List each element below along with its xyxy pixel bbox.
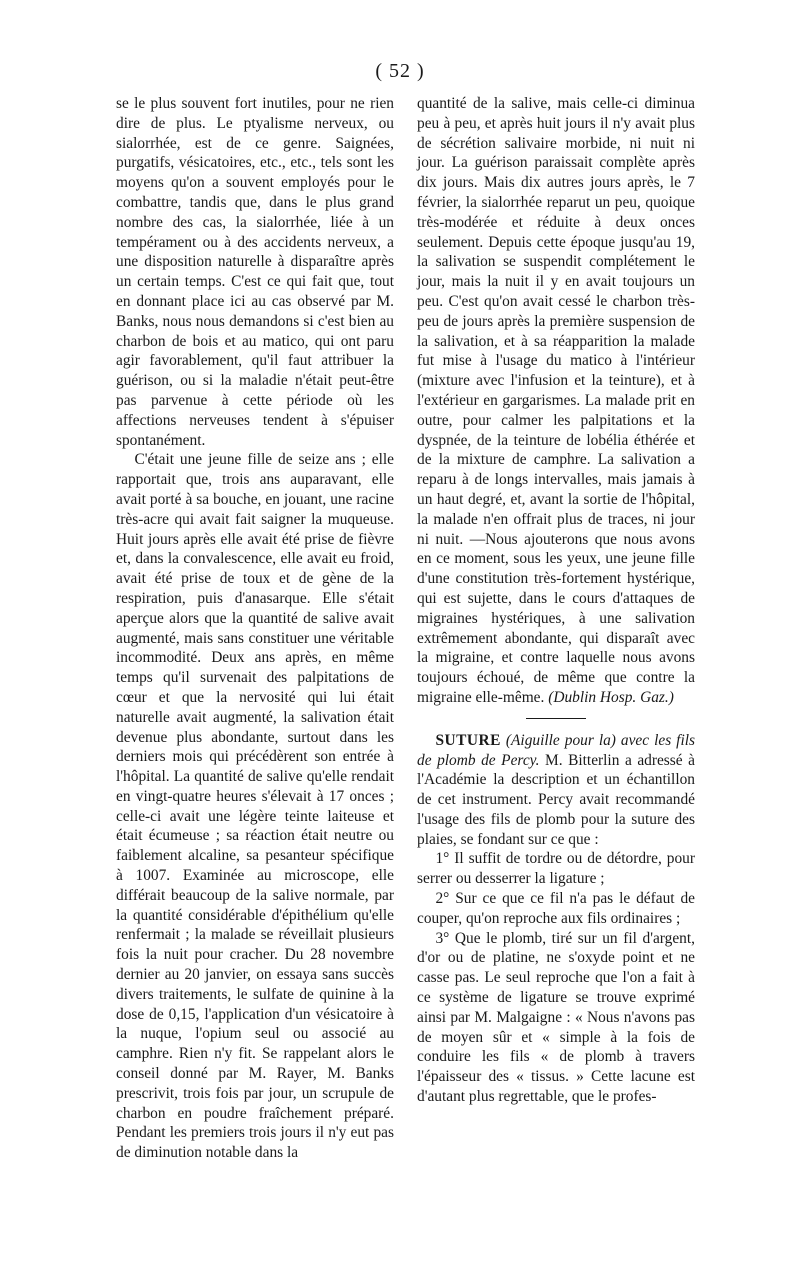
suture-intro: M. Bitterlin a adressé à l'Académie la description et un échantillon de cet instrument. Percy avait recommandé l'usage des fils de plomb pour la suture des plaies, se fondant sur ce que : [417, 751, 695, 848]
suture-title: (Aiguille pour la) avec les fils de plomb de Percy. [417, 731, 695, 769]
section-divider [526, 718, 586, 719]
page-number: ( 52 ) [375, 60, 425, 82]
suture-headword: SUTURE [435, 731, 501, 749]
left-column [116, 94, 394, 1163]
right-paragraph-continuation [417, 94, 695, 708]
continuation-text: quantité de la salive, mais celle-ci diminua peu à peu, et après huit jours il n'y avait plus de sécrétion salivaire morbide, ni nuit ni jour. La guérison paraissait complète après dix jours. Mais dix autres jours après, le 7 février, la sialorrhée reparut un peu, quoique très-modérée et réduite à deux onces seulement. Depuis cette époque jusqu'au 19, la salivation se suspendit complétement le jour, mais la nuit il y en avait toujours un peu. C'est qu'on avait cessé le charbon très-peu de jours après la première suspension de la salivation, et à sa réapparition la malade fut mise à l'usage du matico à l'intérieur (mixture avec l'infusion et la teinture), et à l'extérieur en gargarismes. La malade prit en outre, pour calmer les palpitations et la dyspnée, de la teinture de lobélia éthérée et de la mixture de camphre. La salivation a reparu à de longs intervalles, mais jamais à un haut degré, et, avant la sortie de l'hôpital, la malade n'en offrait plus de traces, ni jour ni nuit. —Nous ajouterons que nous avons en ce moment, sous les yeux, une jeune fille d'une constitution très-fortement hystérique, qui est sujette, dans le cours d'attaques de migraines hystériques, à une salivation extrêmement abondante, qui disparaît avec la migraine, et contre laquelle nous avons toujours échoué, de même que contre la migraine elle-même. [417, 95, 695, 706]
suture-point-2: 2° Sur ce que ce fil n'a pas le défaut de couper, qu'on reproche aux fils ordinaires ; [417, 890, 695, 927]
suture-point-1: 1° Il suffit de tordre ou de détordre, pour serrer ou desserrer la ligature ; [417, 850, 695, 888]
left-paragraph-case: C'était une jeune fille de seize ans ; elle rapportait que, trois ans auparavant, elle avait porté à sa bouche, en jouant, une racine très-acre qui avait fait saigner la muqueuse. Huit jours après elle avait été prise de fièvre et, dans la convalescence, elle avait eu froid, avait été prise de toux et de gène de la respiration, puis d'anasarque. Elle s'était aperçue alors que la quantité de salive avait augmenté, mais sans constituer une véritable incommodité. Deux ans après, en même temps qu'il survenait des palpitations de cœur et que la nervosité qui lui était naturelle avait augmenté, la salivation était devenue plus abondante, surtout dans les derniers mois qui précédèrent son entrée à l'hôpital. La quantité de salive qu'elle rendait en vingt-quatre heures s'élevait à 17 onces ; celle-ci avait une légère teinte laiteuse et était écumeuse ; sa réaction était neutre ou faiblement alcaline, sa pesanteur spécifique à 1007. Examinée au microscope, elle différait beaucoup de la salive normale, par la quantité considérable d'épithélium qu'elle renfermait ; la malade se réveillait plusieurs fois la nuit pour cracher. Du 28 novembre dernier au 20 janvier, on essaya sans succès divers traitements, le sulfate de quinine à la dose de 0,15, l'application d'un vésicatoire à la nuque, l'opium seul ou associé au camphre. Rien n'y fit. Se rappelant alors le conseil donné par M. Rayer, M. Banks prescrivit, trois fois par jour, un scrupule de charbon en poudre fraîchement préparé. Pendant les premiers trois jours il n'y eut pas de diminution notable dans la [116, 451, 394, 1162]
left-paragraph-intro: se le plus souvent fort inutiles, pour ne rien dire de plus. Le ptyalisme nerveux, ou sialorrhée, est de ce genre. Saignées, purgatifs, vésicatoires, etc., etc., tels sont les moyens qu'on a souvent employés pour le combattre, tandis que, dans le plus grand nombre des cas, la sialorrhée, liée à un tempérament ou à des accidents nerveux, a une disposition naturelle à disparaître après un certain temps. C'est ce qui fait que, tout en donnant place ici au cas observé par M. Banks, nous nous demandons si c'est bien au charbon de bois et au matico, qui ont paru agir favorablement, qu'il faut attribuer la guérison, ou si la maladie n'était peut-être pas parvenue à cette période où les affections nerveuses tendent à s'épuiser spontanément. [116, 95, 394, 449]
suture-point-3: 3° Que le plomb, tiré sur un fil d'argent, d'or ou de platine, ne s'oxyde point et ne casse pas. Le seul reproche que l'on a fait à ce système de ligature se trouve exprimé ainsi par M. Malgaigne : « Nous n'avons pas de moyen sûr et « simple à la fois de conduire les fils « de plomb à travers l'épaisseur des « tissus. » Cette lacune est d'autant plus regrettable, que le profes- [417, 929, 695, 1106]
right-column [417, 94, 695, 1107]
suture-article [417, 731, 695, 850]
source-citation: (Dublin Hosp. Gaz.) [548, 688, 674, 706]
